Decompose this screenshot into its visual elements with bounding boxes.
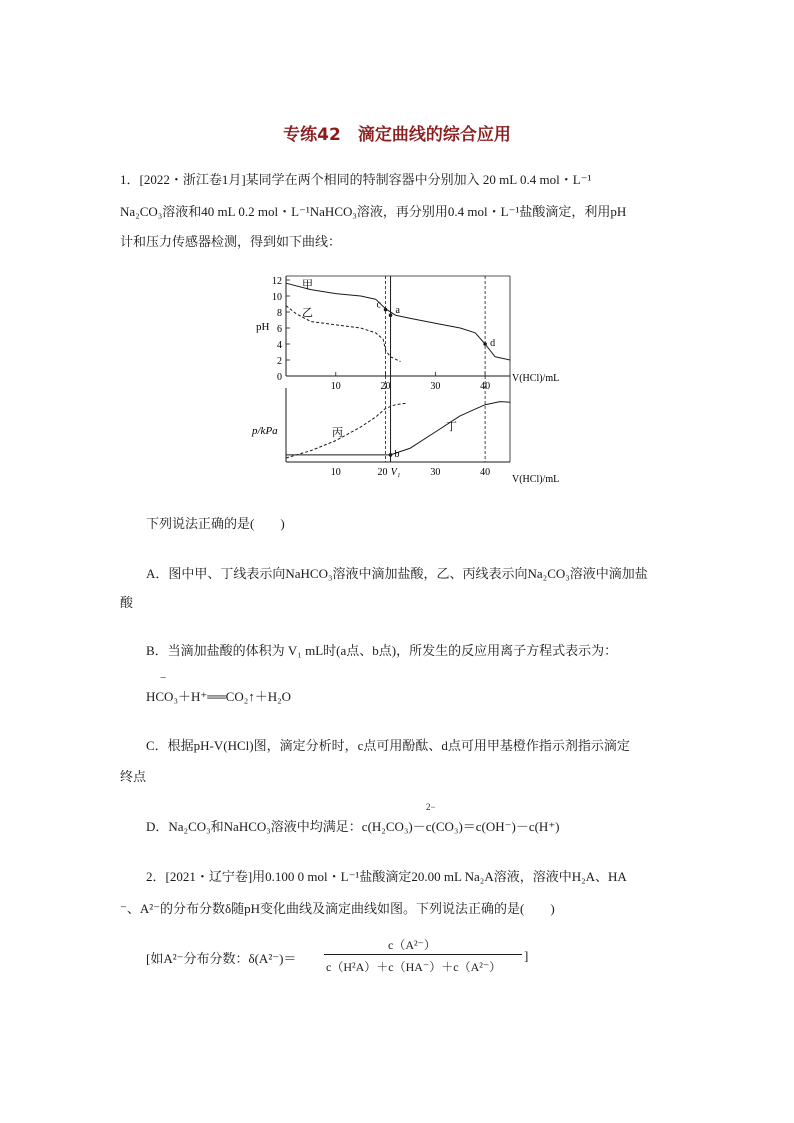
q1-option-d: D．Na₂CO₃和NaHCO₃溶液中均满足：c(H₂CO₃)－c(CO₃)＝c(OH⁻)－c(H⁺) [146, 819, 560, 834]
q2-formula-left: [如A²⁻分布分数：δ(A²⁻)＝ [146, 951, 297, 966]
ph-x-axis-label: V(HCl)/mL [512, 373, 560, 384]
point-a [389, 313, 393, 317]
curve-甲 [286, 283, 510, 360]
p-x-tick-label: 20 [377, 467, 388, 478]
q1-option-a-line2: 酸 [120, 595, 134, 610]
q1-option-b-line1: B．当滴加盐酸的体积为 V₁ mL时(a点、b点)，所发生的反应用离子方程式表示为： [146, 643, 618, 658]
titration-figure [250, 268, 580, 490]
point-label-b: b [394, 448, 400, 460]
q2-formula-numerator: c（A²⁻） [388, 938, 436, 952]
q1-stem-line2: Na₂CO₃溶液和40 mL 0.2 mol・L⁻¹NaHCO₃溶液，再分别用0.4 mol・L⁻¹盐酸滴定，利用pH [120, 204, 627, 219]
page-title: 专练42 滴定曲线的综合应用 [283, 125, 511, 145]
ph-x-tick-label: 20 [380, 381, 391, 392]
q2-stem-line1: 2．[2021・辽宁卷]用0.100 0 mol・L⁻¹盐酸滴定20.00 mL Na₂A溶液，溶液中H₂A、HA [146, 869, 627, 884]
q1-prompt: 下列说法正确的是( ) [146, 516, 285, 531]
point-d [483, 342, 487, 346]
point-label-a: a [395, 305, 400, 317]
curve-丙 [286, 403, 406, 458]
p-x-tick-label: V₁ [390, 467, 401, 478]
ph-axis-label: pH [256, 321, 270, 333]
ph-y-tick-label: 12 [272, 276, 282, 287]
ph-y-tick-label: 6 [277, 324, 282, 335]
p-x-tick-label: 10 [330, 467, 341, 478]
label-ding: 丁 [446, 421, 457, 433]
p-x-tick-label: 30 [430, 467, 441, 478]
label-jia: 甲 [302, 279, 313, 291]
ph-y-tick-label: 0 [277, 372, 282, 383]
q2-stem-line2: ⁻、A²⁻的分布分数δ随pH变化曲线及滴定曲线如图。下列说法正确的是( ) [120, 901, 555, 916]
ph-y-tick-label: 10 [272, 292, 282, 303]
q1-option-d-superscript: 2− [426, 802, 436, 812]
q1-stem-line3: 计和压力传感器检测，得到如下曲线： [120, 234, 342, 249]
label-yi: 乙 [302, 307, 313, 319]
q1-option-a-line1: A．图中甲、丁线表示向NaHCO₃溶液中滴加盐酸，乙、丙线表示向Na₂CO₃溶液中滴加盐 [146, 566, 648, 581]
ph-y-tick-label: 2 [277, 356, 282, 367]
q2-formula-fraction-bar [324, 954, 522, 955]
ph-y-tick-label: 4 [277, 340, 282, 351]
point-c [384, 308, 388, 312]
q1-option-c-line2: 终点 [120, 769, 147, 784]
ph-x-tick-label: 30 [430, 381, 441, 392]
ph-x-tick-label: 40 [480, 381, 491, 392]
point-label-d: d [490, 338, 496, 349]
point-b [389, 453, 393, 457]
q1-option-b-superscript: − [160, 672, 167, 684]
ph-x-tick-label: 10 [330, 381, 341, 392]
p-x-axis-label: V(HCl)/mL [512, 474, 560, 485]
p-axis-label: p/kPa [252, 425, 278, 437]
q2-formula-denominator: c（H²A）＋c（HA⁻）＋c（A²⁻） [326, 960, 502, 974]
p-x-tick-label: 40 [480, 467, 491, 478]
q1-option-c-line1: C．根据pH‑V(HCl)图，滴定分析时，c点可用酚酞、d点可用甲基橙作指示剂指示滴定 [146, 738, 630, 753]
label-bing: 丙 [332, 427, 343, 439]
point-label-c: c [376, 299, 382, 311]
ph-y-tick-label: 8 [277, 308, 282, 319]
q2-formula-right: ] [524, 948, 529, 963]
q1-option-b-equation: HCO₃＋H⁺══CO₂↑＋H₂O [146, 689, 292, 704]
q1-stem-line1: 1．[2022・浙江卷1月]某同学在两个相同的特制容器中分别加入 20 mL 0.4 mol・L⁻¹ [120, 172, 592, 187]
